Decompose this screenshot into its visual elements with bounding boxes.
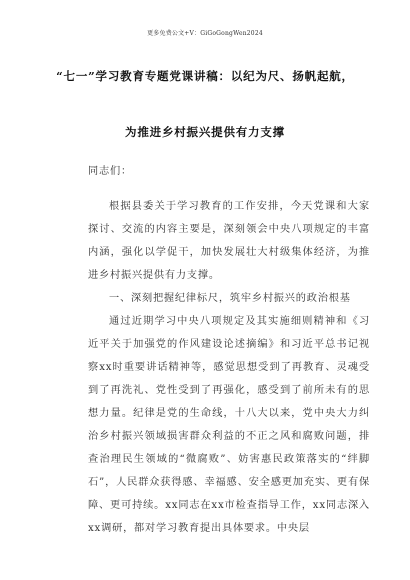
document-title-line-1: “七一”学习教育专题党课讲稿：以纪为尺、扬帆起航， <box>56 69 354 83</box>
page-header-note: 更多免费公文+V：GiGoGongWen2024 <box>147 30 263 37</box>
greeting: 同志们： <box>88 166 132 177</box>
section-heading-1: 一、深刻把握纪律标尺，筑牢乡村振兴的政治根基 <box>109 293 351 304</box>
document-title-line-2: 为推进乡村振兴提供有力支撑 <box>125 125 285 139</box>
body-paragraph-1: 根据县委关于学习教育的工作安排，今天党课和大家探讨、交流的内容主要是，深刻领会中央八项规定的丰富内涵，强化以学促干，加快发展壮大村级集体经济，为推进乡村振兴提供有力支撑。 <box>88 201 370 281</box>
body-paragraph-2: 通过近期学习中央八项规定及其实施细则精神和《习近平关于加强党的作风建设论述摘编》和习近平总书记视察xx时重要讲话精神等，感觉思想受到了再教育、灵魂受到了再洗礼、党性受到了再强化，感受到了前所未有的思想力量。纪律是党的生命线，十八大以来，党中央大力纠治乡村振兴领域损害群众利益的不正之风和腐败问题，排查治理民生领域的“微腐败”、妨害惠民政策落实的“绊脚石”，人民群众获得感、幸福感、安全感更加充实、更有保障、更可持续。xx同志在xx市检查指导工作，xx同志深入xx调研，都对学习教育提出具体要求。中央层 <box>88 316 370 534</box>
